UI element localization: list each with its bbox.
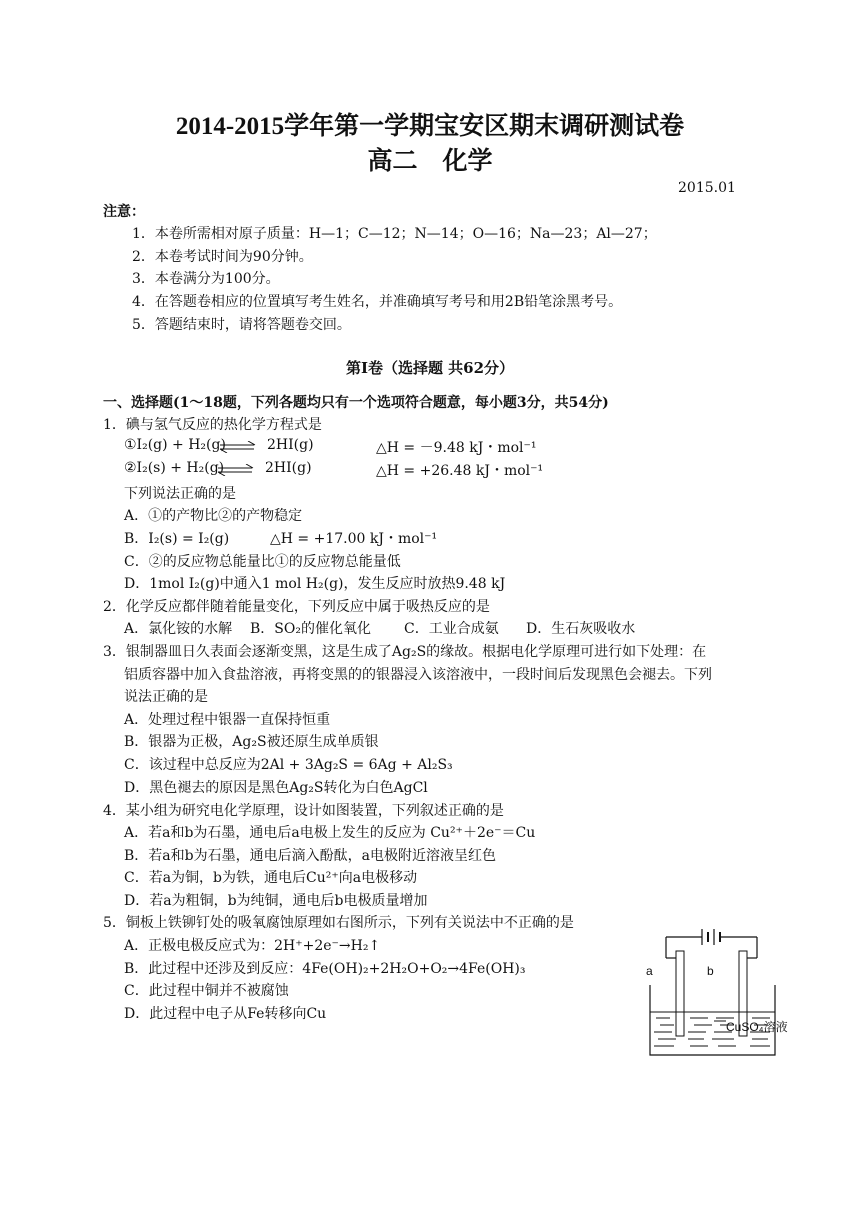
section-instruction: 一、选择题(1～18题，下列各题均只有一个选项符合题意，每小题3分，共54分) xyxy=(103,395,609,411)
solution-label: CuSO₄溶液 xyxy=(726,1020,788,1034)
equation-1-reactants: ①I₂(g) + H₂(g) xyxy=(124,437,226,453)
electrode-a-label: a xyxy=(646,964,653,978)
question-4-stem: 4．某小组为研究电化学原理，设计如图装置，下列叙述正确的是 xyxy=(103,803,504,819)
equation-2-enthalpy: △H = +26.48 kJ・mol⁻¹ xyxy=(376,463,544,479)
q4-option-d: D．若a为粗铜，b为纯铜，通电后b电极质量增加 xyxy=(124,893,428,909)
q1-option-b: B．I₂(s) = I₂(g) xyxy=(124,531,230,547)
electrode-b-label: b xyxy=(707,964,714,978)
exam-subtitle: 高二 化学 xyxy=(367,148,493,175)
q2-option-b: B．SO₂的催化氧化 xyxy=(250,621,371,637)
q2-option-c: C．工业合成氨 xyxy=(404,621,499,637)
electrolysis-apparatus-diagram xyxy=(630,925,805,1060)
q4-option-c: C．若a为铜，b为铁，通电后Cu²⁺向a电极移动 xyxy=(124,870,418,886)
question-5-stem: 5．铜板上铁铆钉处的吸氧腐蚀原理如右图所示，下列有关说法中不正确的是 xyxy=(103,915,574,931)
q3-option-b: B．银器为正极，Ag₂S被还原生成单质银 xyxy=(124,734,379,750)
exam-date: 2015.01 xyxy=(678,180,736,196)
question-3-stem-line-2: 铝质容器中加入食盐溶液，再将变黑的的银器浸入该溶液中，一段时间后发现黑色会褪去。下列 xyxy=(124,667,712,683)
note-item: 1．本卷所需相对原子质量：H—1；C—12；N—14；O—16；Na—23；Al—27； xyxy=(132,226,657,242)
q5-option-a: A．正极电极反应式为：2H⁺+2e⁻→H₂↑ xyxy=(124,938,381,954)
note-item: 5．答题结束时，请将答题卷交回。 xyxy=(132,317,351,333)
question-3-stem-line-1: 3．银制器皿日久表面会逐渐变黑，这是生成了Ag₂S的缘故。根据电化学原理可进行如下处理：在 xyxy=(103,644,707,660)
q1-option-a: A．①的产物比②的产物稳定 xyxy=(124,508,303,524)
q4-option-a: A．若a和b为石墨，通电后a电极上发生的反应为 Cu²⁺＋2e⁻＝Cu xyxy=(124,825,536,841)
q1-option-d: D．1mol I₂(g)中通入1 mol H₂(g)，发生反应时放热9.48 kJ xyxy=(124,576,506,592)
equation-1-product: 2HI(g) xyxy=(267,437,314,453)
q5-option-b: B．此过程中还涉及到反应：4Fe(OH)₂+2H₂O+O₂→4Fe(OH)₃ xyxy=(124,961,526,977)
question-2-stem: 2．化学反应都伴随着能量变化，下列反应中属于吸热反应的是 xyxy=(103,599,490,615)
q2-option-a: A．氯化铵的水解 xyxy=(124,621,233,637)
q3-option-c: C．该过程中总反应为2Al + 3Ag₂S = 6Ag + Al₂S₃ xyxy=(124,757,453,773)
note-item: 3．本卷满分为100分。 xyxy=(132,271,280,287)
question-1-prompt: 下列说法正确的是 xyxy=(124,486,236,502)
notes-heading: 注意： xyxy=(103,204,145,220)
equilibrium-arrow-icon xyxy=(218,441,258,453)
exam-title: 2014-2015学年第一学期宝安区期末调研测试卷 xyxy=(175,113,685,140)
q1-option-b-enthalpy: △H = +17.00 kJ・mol⁻¹ xyxy=(270,531,438,547)
q5-option-d: D．此过程中电子从Fe转移向Cu xyxy=(124,1006,327,1022)
equation-2-reactants: ②I₂(s) + H₂(g) xyxy=(124,460,225,476)
q5-option-c: C．此过程中铜并不被腐蚀 xyxy=(124,983,289,999)
note-item: 2．本卷考试时间为90分钟。 xyxy=(132,249,313,265)
equation-1-enthalpy: △H = －9.48 kJ・mol⁻¹ xyxy=(376,440,537,456)
q1-option-c: C．②的反应物总能量比①的反应物总能量低 xyxy=(124,554,401,570)
equation-2-product: 2HI(g) xyxy=(265,460,312,476)
q3-option-a: A．处理过程中银器一直保持恒重 xyxy=(124,712,331,728)
q4-option-b: B．若a和b为石墨，通电后滴入酚酞，a电极附近溶液呈红色 xyxy=(124,848,496,864)
q2-option-d: D．生石灰吸收水 xyxy=(526,621,636,637)
question-1-stem: 1．碘与氢气反应的热化学方程式是 xyxy=(103,417,322,433)
question-3-stem-line-3: 说法正确的是 xyxy=(124,689,208,705)
section-title: 第Ⅰ卷（选择题 共62分） xyxy=(345,359,515,377)
q3-option-d: D．黑色褪去的原因是黑色Ag₂S转化为白色AgCl xyxy=(124,780,428,796)
note-item: 4．在答题卷相应的位置填写考生姓名，并准确填写考号和用2B铅笔涂黑考号。 xyxy=(132,294,623,310)
equilibrium-arrow-icon xyxy=(216,464,256,476)
